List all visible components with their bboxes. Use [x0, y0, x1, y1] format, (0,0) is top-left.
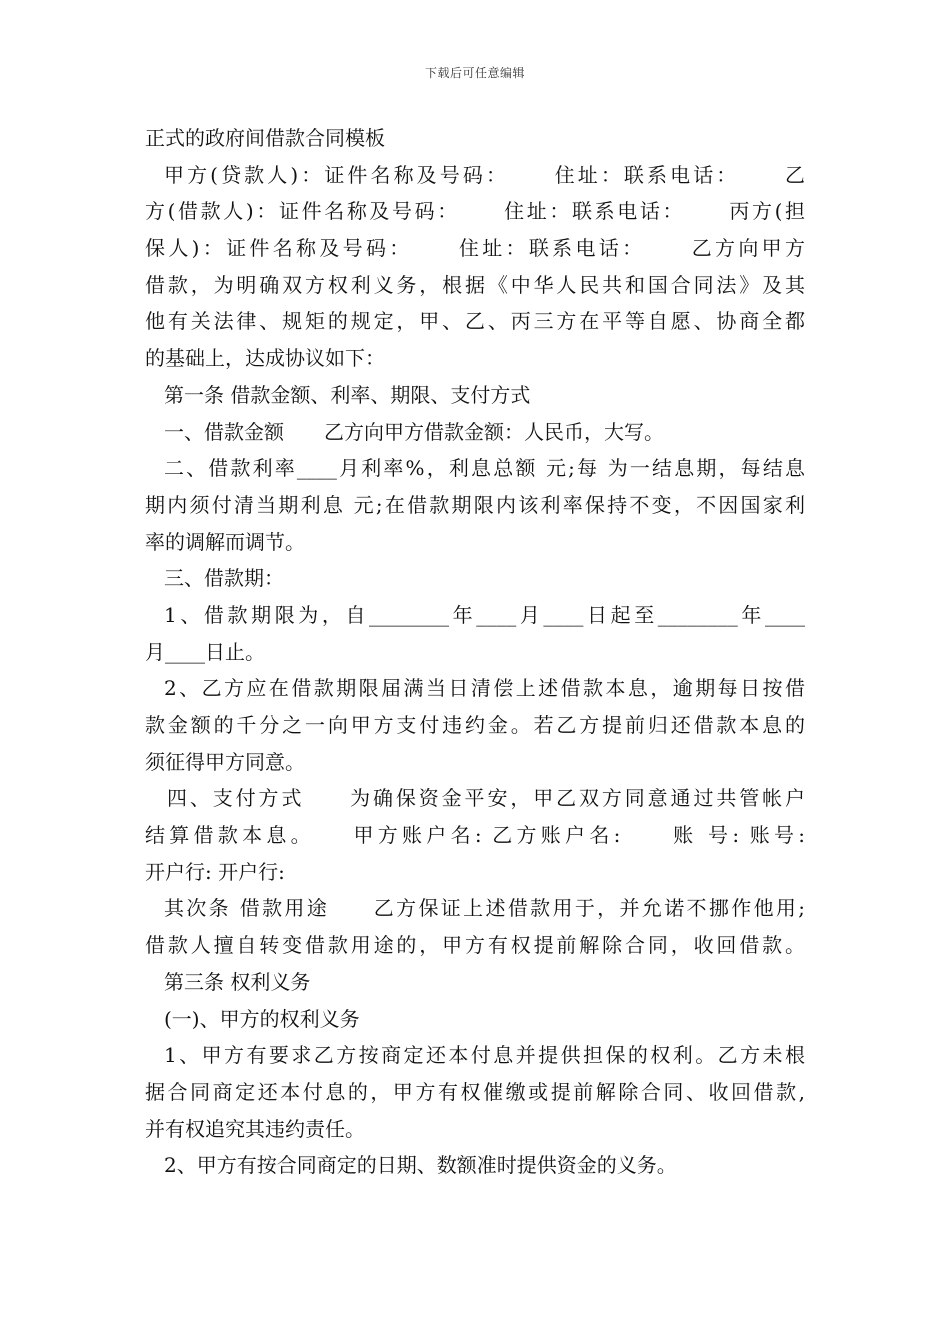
article-2-heading: 其次条 借款用途 乙方保证上述借款用于，并允诺不挪作他用; — [164, 896, 805, 921]
clause-loan-period-dates-cont: 月____日止。 — [145, 639, 265, 664]
clause-interest-rate-cont: 期内须付清当期利息 元;在借款期限内该利率保持不变，不因国家利 — [145, 492, 805, 517]
party-a-line: 甲方(贷款人)：证件名称及号码： 住址：联系电话： 乙 — [164, 162, 805, 187]
party-a-right-1-cont: 并有权追究其违约责任。 — [145, 1116, 365, 1141]
clause-payment-method: 四、支付方式 为确保资金平安，甲乙双方同意通过共管帐户 — [167, 786, 805, 811]
preamble-line: 的基础上，达成协议如下： — [145, 346, 385, 371]
clause-loan-amount: 一、借款金额 乙方向甲方借款金额：人民币，大写。 — [164, 419, 664, 444]
clause-repayment: 2、乙方应在借款期限届满当日清偿上述借款本息，逾期每日按借 — [164, 676, 805, 701]
article-1-heading: 第一条 借款金额、利率、期限、支付方式 — [164, 382, 531, 407]
clause-payment-accounts: 结算借款本息。 甲方账户名: 乙方账户名: 账 号: 账号: — [145, 823, 805, 848]
article-3-heading: 第三条 权利义务 — [164, 969, 311, 994]
clause-payment-banks: 开户行: 开户行: — [145, 859, 285, 884]
party-b-line: 方(借款人)：证件名称及号码： 住址：联系电话： 丙方(担 — [145, 199, 805, 224]
page-header-note: 下载后可任意编辑 — [424, 66, 525, 80]
party-c-line: 保人)：证件名称及号码： 住址：联系电话： 乙方向甲方 — [145, 236, 805, 261]
clause-interest-rate: 二、借款利率____月利率%，利息总额 元;每 为一结息期，每结息 — [164, 456, 805, 481]
clause-loan-period-dates: 1、借款期限为，自________年____月____日起至________年____ — [164, 602, 805, 627]
section-party-a-rights: (一)、甲方的权利义务 — [164, 1006, 360, 1031]
party-a-right-1: 1、甲方有要求乙方按商定还本付息并提供担保的权利。乙方未根 — [164, 1043, 805, 1068]
clause-loan-period-heading: 三、借款期： — [164, 566, 284, 591]
clause-repayment-cont: 款金额的千分之一向甲方支付违约金。若乙方提前归还借款本息的 — [145, 713, 805, 737]
preamble-line: 他有关法律、规矩的规定，甲、乙、丙三方在平等自愿、协商全都 — [145, 309, 805, 334]
contract-body — [145, 120, 805, 1184]
article-2-text: 借款人擅自转变借款用途的，甲方有权提前解除合同，收回借款。 — [145, 933, 805, 958]
preamble-line: 借款，为明确双方权利义务，根据《中华人民共和国合同法》及其 — [145, 272, 805, 297]
document-title: 正式的政府间借款合同模板 — [145, 126, 385, 150]
clause-interest-rate-cont: 率的调解而调节。 — [145, 529, 305, 554]
party-a-obligation-2: 2、甲方有按合同商定的日期、数额准时提供资金的义务。 — [164, 1153, 677, 1178]
clause-repayment-cont: 须征得甲方同意。 — [145, 749, 305, 774]
party-a-right-1-cont: 据合同商定还本付息的，甲方有权催缴或提前解除合同、收回借款, — [145, 1079, 805, 1104]
